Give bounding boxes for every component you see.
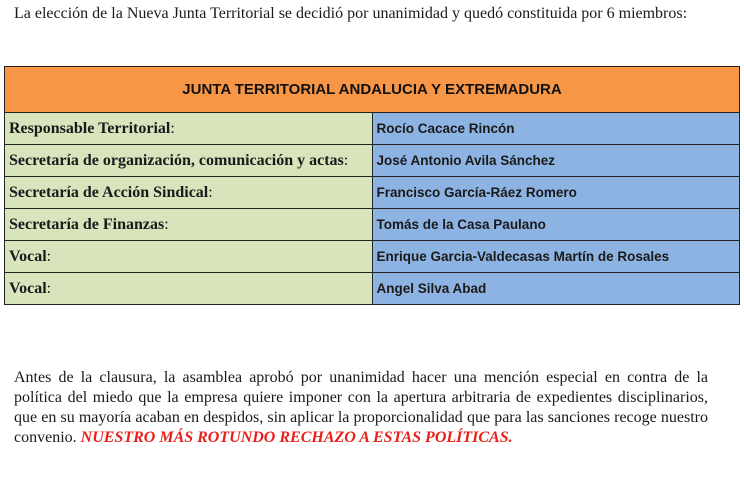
role-colon: : (208, 183, 213, 201)
member-name: Enrique Garcia-Valdecasas Martín de Rosales (372, 241, 740, 273)
role-label: Vocal (9, 247, 47, 265)
role-cell (5, 273, 373, 305)
intro-paragraph: La elección de la Nueva Junta Territorial se decidió por unanimidad y quedó constituida por 6 miembros: (14, 5, 688, 22)
table-title: JUNTA TERRITORIAL ANDALUCIA Y EXTREMADURA (5, 67, 740, 113)
role-label: Secretaría de organización, comunicación y actas (9, 151, 344, 169)
role-label: Secretaría de Finanzas (9, 215, 165, 233)
role-cell (5, 241, 373, 273)
junta-table (4, 66, 740, 305)
member-name: José Antonio Avila Sánchez (372, 145, 740, 177)
table-row (5, 209, 740, 241)
role-colon: : (170, 119, 175, 137)
table-row (5, 177, 740, 209)
table-row (5, 113, 740, 145)
role-label: Responsable Territorial (9, 119, 171, 137)
closing-paragraph (14, 368, 708, 448)
role-cell (5, 113, 373, 145)
member-name: Angel Silva Abad (372, 273, 740, 305)
table-row (5, 241, 740, 273)
table-header-row (5, 67, 740, 113)
member-name: Tomás de la Casa Paulano (372, 209, 740, 241)
member-name: Rocío Cacace Rincón (372, 113, 740, 145)
role-label: Secretaría de Acción Sindical (9, 183, 209, 201)
role-label: Vocal (9, 279, 47, 297)
role-cell (5, 209, 373, 241)
role-colon: : (46, 279, 52, 297)
role-colon: : (164, 215, 169, 233)
role-cell (5, 145, 373, 177)
table-row (5, 273, 740, 305)
role-colon: : (46, 247, 52, 265)
role-colon: : (343, 151, 349, 169)
member-name: Francisco García-Ráez Romero (372, 177, 740, 209)
closing-text: Antes de la clausura, la asamblea aprobó por unanimidad hacer una mención especial en contra de la política del miedo que la empresa quiere imponer con la apertura arbitraria de expedientes disciplinarios, que en su mayoría acaban en despidos, sin aplicar la proporcionalidad que para las sanciones recoge nuestro convenio. (14, 369, 708, 446)
role-cell (5, 177, 373, 209)
table-row (5, 145, 740, 177)
closing-emphasis: NUESTRO MÁS ROTUNDO RECHAZO A ESTAS POLÍTICAS. (80, 429, 513, 446)
